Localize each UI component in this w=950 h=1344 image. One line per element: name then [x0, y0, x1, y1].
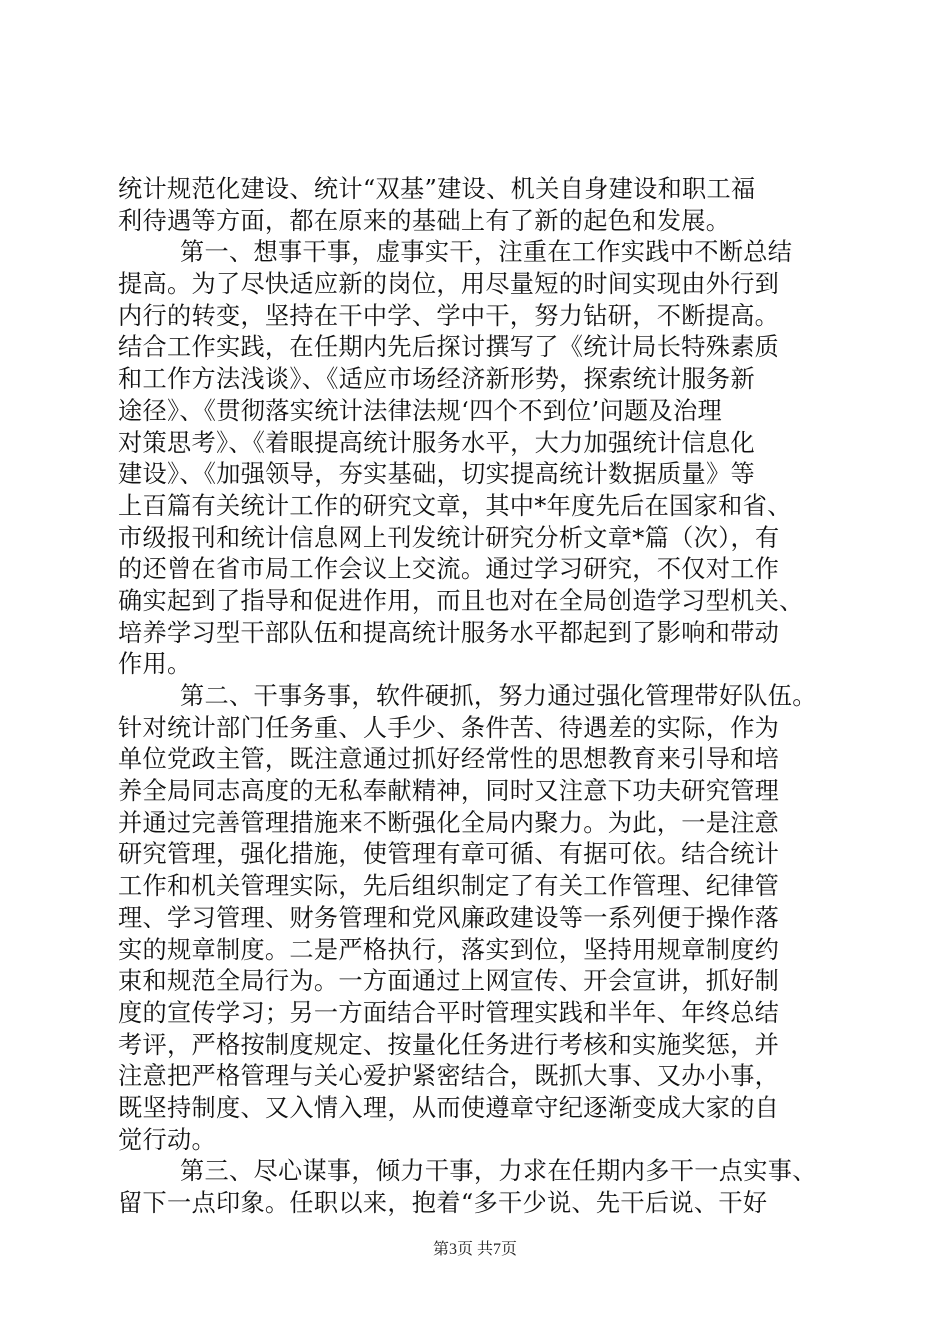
paragraph-first-line: 第三、尽心谋事，倾力干事，力求在任期内多干一点实事、	[180, 1157, 817, 1186]
text-line: 度的宣传学习；另一方面结合平时管理实践和半年、年终总结	[118, 998, 780, 1027]
paragraph-first-line: 第二、干事务事，软件硬抓，努力通过强化管理带好队伍。	[180, 682, 817, 710]
text-line: 确实起到了指导和促进作用，而且也对在全局创造学习型机关、	[118, 586, 804, 615]
text-line: 培养学习型干部队伍和提高统计服务水平都起到了影响和带动	[118, 618, 780, 647]
text-line: 研究管理，强化措施，使管理有章可循、有据可依。结合统计	[118, 840, 780, 869]
text-line: 提高。为了尽快适应新的岗位，用尽量短的时间实现由外行到	[118, 270, 780, 299]
text-line: 统计规范化建设、统计“双基”建设、机关自身建设和职工福	[118, 175, 756, 203]
text-line: 觉行动。	[118, 1125, 216, 1154]
text-line: 注意把严格管理与关心爱护紧密结合，既抓大事、又办小事，	[118, 1062, 780, 1091]
text-line: 工作和机关管理实际，先后组织制定了有关工作管理、纪律管	[118, 872, 780, 901]
text-line: 养全局同志高度的无私奉献精神，同时又注意下功夫研究管理	[118, 777, 780, 806]
text-line: 考评，严格按制度规定、按量化任务进行考核和实施奖惩，并	[118, 1030, 780, 1059]
text-line: 作用。	[118, 650, 192, 679]
text-line: 和工作方法浅谈》、《适应市场经济新形势，探索统计服务新	[118, 365, 755, 394]
text-line: 上百篇有关统计工作的研究文章，其中*年度先后在国家和省、	[118, 491, 792, 520]
paragraph-first-line: 第一、想事干事，虚事实干，注重在工作实践中不断总结	[180, 238, 793, 267]
text-line: 建设》、《加强领导，夯实基础，切实提高统计数据质量》等	[118, 460, 755, 489]
text-line: 并通过完善管理措施来不断强化全局内聚力。为此，一是注意	[118, 808, 780, 837]
text-line: 的还曾在省市局工作会议上交流。通过学习研究，不仅对工作	[118, 555, 780, 584]
text-line: 既坚持制度、又入情入理，从而使遵章守纪逐渐变成大家的自	[118, 1093, 780, 1122]
body-text	[118, 174, 846, 1220]
text-line: 对策思考》、《着眼提高统计服务水平，大力加强统计信息化	[118, 428, 755, 457]
text-line: 针对统计部门任务重、人手少、条件苦、待遇差的实际，作为	[118, 713, 780, 742]
text-line: 内行的转变，坚持在干中学、学中干，努力钻研，不断提高。	[118, 301, 780, 330]
text-line: 途径》、《贯彻落实统计法律法规‘四个不到位’问题及治理	[118, 396, 722, 425]
text-line: 束和规范全局行为。一方面通过上网宣传、开会宣讲，抓好制	[118, 967, 780, 996]
text-line: 理、学习管理、财务管理和党风廉政建设等一系列便于操作落	[118, 903, 780, 932]
text-line: 单位党政主管，既注意通过抓好经常性的思想教育来引导和培	[118, 745, 780, 774]
text-line: 结合工作实践，在任期内先后探讨撰写了《统计局长特殊素质	[118, 333, 780, 362]
text-line: 市级报刊和统计信息网上刊发统计研究分析文章*篇（次），有	[118, 523, 780, 552]
page-number-footer: 第3页 共7页	[432, 1241, 517, 1258]
text-line: 利待遇等方面，都在原来的基础上有了新的起色和发展。	[118, 206, 731, 235]
text-line: 留下一点印象。任职以来，抱着“多干少说、先干后说、干好	[118, 1189, 768, 1217]
text-line: 实的规章制度。二是严格执行，落实到位，坚持用规章制度约	[118, 935, 780, 964]
